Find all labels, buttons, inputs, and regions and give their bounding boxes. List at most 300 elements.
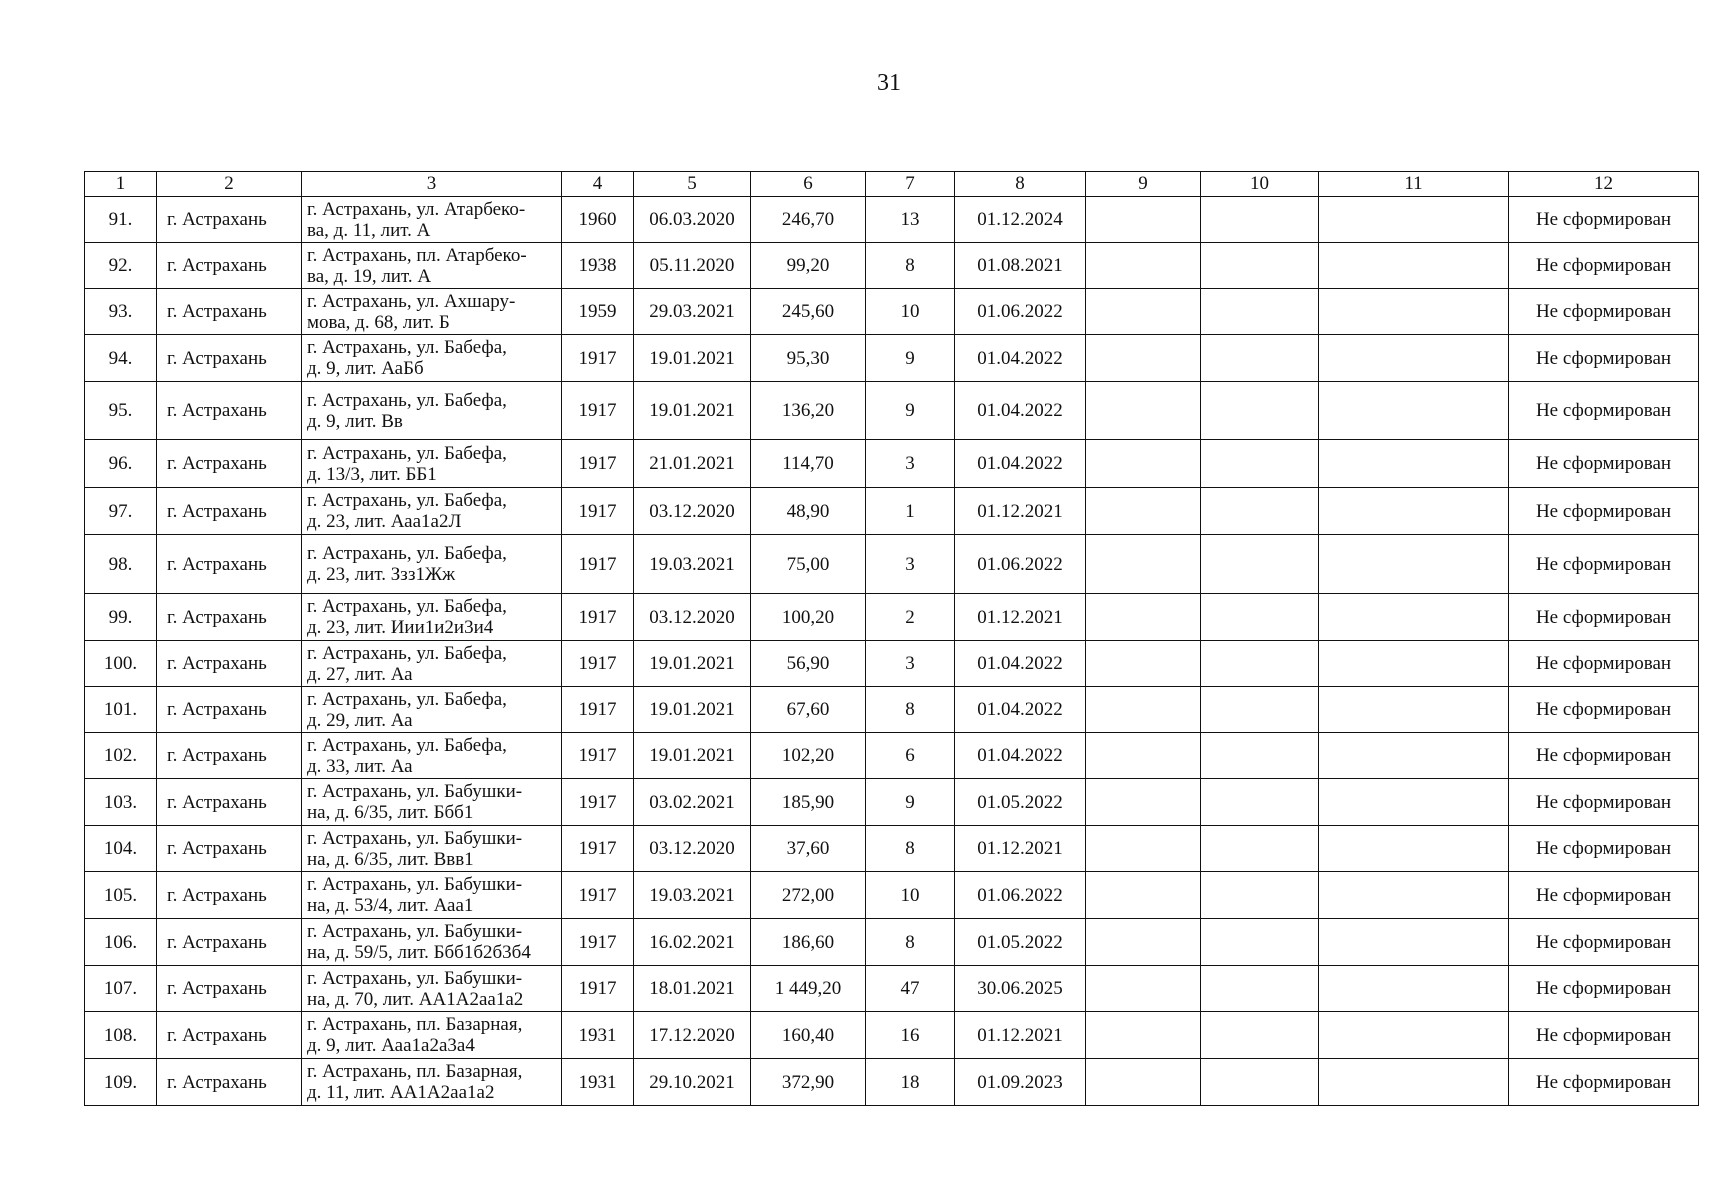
col11-cell — [1319, 1012, 1509, 1059]
address-line-2: д. 23, лит. Ззз1Жж — [307, 564, 456, 585]
residents-cell: 2 — [866, 594, 955, 641]
address-cell — [302, 872, 562, 919]
area-cell: 136,20 — [751, 382, 866, 440]
area-cell: 48,90 — [751, 488, 866, 535]
address-line-1: г. Астрахань, ул. Бабефа, — [307, 596, 507, 617]
table-row — [85, 1059, 1699, 1106]
status-cell: Не сформирован — [1509, 872, 1699, 919]
year-cell: 1917 — [562, 826, 634, 872]
status-cell: Не сформирован — [1509, 919, 1699, 966]
col11-cell — [1319, 872, 1509, 919]
status-cell: Не сформирован — [1509, 641, 1699, 687]
column-header: 10 — [1201, 172, 1319, 197]
city-cell: г. Астрахань — [157, 289, 302, 335]
table-row — [85, 966, 1699, 1012]
deadline-cell: 01.04.2022 — [955, 382, 1086, 440]
address-cell — [302, 594, 562, 641]
col9-cell — [1086, 966, 1201, 1012]
status-cell: Не сформирован — [1509, 779, 1699, 826]
col11-cell — [1319, 335, 1509, 382]
table-row — [85, 779, 1699, 826]
address-cell — [302, 1012, 562, 1059]
col10-cell — [1201, 335, 1319, 382]
deadline-cell: 01.12.2021 — [955, 1012, 1086, 1059]
residents-cell: 8 — [866, 687, 955, 733]
year-cell: 1960 — [562, 197, 634, 243]
address-line-2: д. 27, лит. Аа — [307, 663, 413, 685]
date-cell: 03.12.2020 — [634, 488, 751, 535]
year-cell: 1917 — [562, 872, 634, 919]
deadline-cell: 01.04.2022 — [955, 641, 1086, 687]
address-cell — [302, 535, 562, 594]
city-cell: г. Астрахань — [157, 687, 302, 733]
city-cell: г. Астрахань — [157, 641, 302, 687]
col10-cell — [1201, 779, 1319, 826]
col9-cell — [1086, 535, 1201, 594]
row-number-cell: 93. — [85, 289, 157, 335]
address-line-1: г. Астрахань, ул. Бабушки- — [307, 827, 523, 849]
col11-cell — [1319, 535, 1509, 594]
residents-cell: 13 — [866, 197, 955, 243]
address-line-2: д. 9, лит. АаБб — [307, 358, 424, 379]
residents-cell: 3 — [866, 535, 955, 594]
row-number-cell: 97. — [85, 488, 157, 535]
deadline-cell: 01.04.2022 — [955, 440, 1086, 488]
residents-cell: 8 — [866, 919, 955, 966]
row-number-cell: 98. — [85, 535, 157, 594]
address-line-1: г. Астрахань, ул. Бабушки- — [307, 781, 523, 802]
residents-cell: 3 — [866, 440, 955, 488]
column-header: 8 — [955, 172, 1086, 197]
status-cell: Не сформирован — [1509, 382, 1699, 440]
year-cell: 1931 — [562, 1059, 634, 1106]
date-cell: 18.01.2021 — [634, 966, 751, 1012]
address-line-1: г. Астрахань, ул. Ахшару- — [307, 290, 516, 312]
year-cell: 1959 — [562, 289, 634, 335]
city-cell: г. Астрахань — [157, 594, 302, 641]
date-cell: 16.02.2021 — [634, 919, 751, 966]
registry-table — [84, 171, 1699, 1106]
address-line-2: на, д. 70, лит. АА1А2аа1а2 — [307, 988, 524, 1010]
address-line-2: д. 23, лит. Ааа1а2Л — [307, 511, 462, 532]
status-cell: Не сформирован — [1509, 535, 1699, 594]
deadline-cell: 01.04.2022 — [955, 687, 1086, 733]
status-cell: Не сформирован — [1509, 966, 1699, 1012]
address-line-1: г. Астрахань, ул. Бабушки- — [307, 921, 523, 942]
table-row — [85, 826, 1699, 872]
address-line-1: г. Астрахань, ул. Бабефа, — [307, 543, 507, 564]
deadline-cell: 01.12.2024 — [955, 197, 1086, 243]
col10-cell — [1201, 535, 1319, 594]
residents-cell: 9 — [866, 382, 955, 440]
city-cell: г. Астрахань — [157, 966, 302, 1012]
date-cell: 05.11.2020 — [634, 243, 751, 289]
address-line-1: г. Астрахань, пл. Базарная, — [307, 1061, 523, 1082]
address-cell — [302, 335, 562, 382]
status-cell: Не сформирован — [1509, 733, 1699, 779]
column-header: 9 — [1086, 172, 1201, 197]
status-cell: Не сформирован — [1509, 594, 1699, 641]
city-cell: г. Астрахань — [157, 872, 302, 919]
area-cell: 245,60 — [751, 289, 866, 335]
year-cell: 1917 — [562, 641, 634, 687]
year-cell: 1917 — [562, 440, 634, 488]
col10-cell — [1201, 1059, 1319, 1106]
col11-cell — [1319, 919, 1509, 966]
address-cell — [302, 243, 562, 289]
row-number-cell: 107. — [85, 966, 157, 1012]
row-number-cell: 105. — [85, 872, 157, 919]
address-line-2: на, д. 59/5, лит. Ббб1б2б3б4 — [307, 942, 531, 963]
column-header: 4 — [562, 172, 634, 197]
date-cell: 03.02.2021 — [634, 779, 751, 826]
area-cell: 102,20 — [751, 733, 866, 779]
address-line-2: ва, д. 11, лит. А — [307, 219, 431, 241]
year-cell: 1917 — [562, 966, 634, 1012]
col11-cell — [1319, 289, 1509, 335]
residents-cell: 9 — [866, 335, 955, 382]
row-number-cell: 106. — [85, 919, 157, 966]
table-row — [85, 872, 1699, 919]
city-cell: г. Астрахань — [157, 197, 302, 243]
residents-cell: 6 — [866, 733, 955, 779]
col10-cell — [1201, 872, 1319, 919]
status-cell: Не сформирован — [1509, 687, 1699, 733]
address-line-1: г. Астрахань, ул. Бабефа, — [307, 490, 507, 511]
address-line-2: д. 9, лит. Вв — [307, 410, 403, 432]
address-cell — [302, 919, 562, 966]
address-cell — [302, 779, 562, 826]
col9-cell — [1086, 826, 1201, 872]
deadline-cell: 01.09.2023 — [955, 1059, 1086, 1106]
city-cell: г. Астрахань — [157, 779, 302, 826]
area-cell: 246,70 — [751, 197, 866, 243]
header-row — [85, 172, 1699, 197]
table-row — [85, 440, 1699, 488]
year-cell: 1917 — [562, 488, 634, 535]
col11-cell — [1319, 966, 1509, 1012]
col9-cell — [1086, 872, 1201, 919]
column-header: 12 — [1509, 172, 1699, 197]
address-cell — [302, 1059, 562, 1106]
col10-cell — [1201, 641, 1319, 687]
residents-cell: 10 — [866, 289, 955, 335]
status-cell: Не сформирован — [1509, 1059, 1699, 1106]
col10-cell — [1201, 488, 1319, 535]
col9-cell — [1086, 382, 1201, 440]
area-cell: 186,60 — [751, 919, 866, 966]
col9-cell — [1086, 594, 1201, 641]
row-number-cell: 99. — [85, 594, 157, 641]
city-cell: г. Астрахань — [157, 382, 302, 440]
status-cell: Не сформирован — [1509, 1012, 1699, 1059]
col9-cell — [1086, 687, 1201, 733]
residents-cell: 8 — [866, 826, 955, 872]
address-line-1: г. Астрахань, ул. Бабефа, — [307, 442, 507, 464]
row-number-cell: 109. — [85, 1059, 157, 1106]
deadline-cell: 01.04.2022 — [955, 733, 1086, 779]
address-line-2: д. 33, лит. Аа — [307, 755, 413, 777]
table-row — [85, 243, 1699, 289]
col10-cell — [1201, 733, 1319, 779]
date-cell: 06.03.2020 — [634, 197, 751, 243]
residents-cell: 3 — [866, 641, 955, 687]
deadline-cell: 01.05.2022 — [955, 779, 1086, 826]
col11-cell — [1319, 687, 1509, 733]
col11-cell — [1319, 779, 1509, 826]
area-cell: 1 449,20 — [751, 966, 866, 1012]
area-cell: 95,30 — [751, 335, 866, 382]
area-cell: 114,70 — [751, 440, 866, 488]
address-line-1: г. Астрахань, ул. Бабефа, — [307, 734, 507, 756]
row-number-cell: 91. — [85, 197, 157, 243]
address-line-2: ва, д. 19, лит. А — [307, 265, 432, 287]
col9-cell — [1086, 779, 1201, 826]
col9-cell — [1086, 641, 1201, 687]
date-cell: 03.12.2020 — [634, 826, 751, 872]
table-row — [85, 335, 1699, 382]
address-cell — [302, 641, 562, 687]
col10-cell — [1201, 1012, 1319, 1059]
address-line-2: д. 29, лит. Аа — [307, 709, 413, 731]
year-cell: 1917 — [562, 687, 634, 733]
col9-cell — [1086, 289, 1201, 335]
year-cell: 1917 — [562, 919, 634, 966]
col9-cell — [1086, 733, 1201, 779]
row-number-cell: 100. — [85, 641, 157, 687]
date-cell: 19.01.2021 — [634, 687, 751, 733]
col9-cell — [1086, 1059, 1201, 1106]
date-cell: 19.01.2021 — [634, 382, 751, 440]
residents-cell: 10 — [866, 872, 955, 919]
col10-cell — [1201, 919, 1319, 966]
address-cell — [302, 488, 562, 535]
city-cell: г. Астрахань — [157, 243, 302, 289]
deadline-cell: 01.06.2022 — [955, 289, 1086, 335]
col11-cell — [1319, 1059, 1509, 1106]
row-number-cell: 102. — [85, 733, 157, 779]
date-cell: 19.01.2021 — [634, 641, 751, 687]
deadline-cell: 01.06.2022 — [955, 535, 1086, 594]
address-line-2: на, д. 53/4, лит. Ааа1 — [307, 895, 474, 916]
status-cell: Не сформирован — [1509, 488, 1699, 535]
col10-cell — [1201, 382, 1319, 440]
address-line-1: г. Астрахань, ул. Атарбеко- — [307, 198, 526, 220]
col10-cell — [1201, 243, 1319, 289]
col11-cell — [1319, 197, 1509, 243]
col11-cell — [1319, 733, 1509, 779]
address-line-1: г. Астрахань, ул. Бабефа, — [307, 337, 507, 358]
col10-cell — [1201, 289, 1319, 335]
address-line-1: г. Астрахань, ул. Бабефа, — [307, 389, 507, 411]
col10-cell — [1201, 687, 1319, 733]
table-row — [85, 289, 1699, 335]
residents-cell: 8 — [866, 243, 955, 289]
deadline-cell: 01.08.2021 — [955, 243, 1086, 289]
date-cell: 21.01.2021 — [634, 440, 751, 488]
row-number-cell: 101. — [85, 687, 157, 733]
col9-cell — [1086, 1012, 1201, 1059]
year-cell: 1931 — [562, 1012, 634, 1059]
table-row — [85, 733, 1699, 779]
address-line-1: г. Астрахань, ул. Бабефа, — [307, 688, 507, 710]
address-line-1: г. Астрахань, ул. Бабушки- — [307, 967, 523, 989]
date-cell: 29.03.2021 — [634, 289, 751, 335]
col9-cell — [1086, 488, 1201, 535]
city-cell: г. Астрахань — [157, 535, 302, 594]
col11-cell — [1319, 594, 1509, 641]
col11-cell — [1319, 641, 1509, 687]
table-row — [85, 919, 1699, 966]
address-cell — [302, 440, 562, 488]
col10-cell — [1201, 594, 1319, 641]
address-line-2: д. 9, лит. Ааа1а2а3а4 — [307, 1035, 475, 1056]
status-cell: Не сформирован — [1509, 289, 1699, 335]
address-line-1: г. Астрахань, ул. Бабушки- — [307, 874, 523, 895]
year-cell: 1917 — [562, 335, 634, 382]
address-line-1: г. Астрахань, ул. Бабефа, — [307, 642, 507, 664]
col9-cell — [1086, 919, 1201, 966]
table-row — [85, 594, 1699, 641]
address-line-1: г. Астрахань, пл. Атарбеко- — [307, 244, 527, 266]
col9-cell — [1086, 440, 1201, 488]
deadline-cell: 01.06.2022 — [955, 872, 1086, 919]
date-cell: 19.03.2021 — [634, 872, 751, 919]
city-cell: г. Астрахань — [157, 488, 302, 535]
table-row — [85, 1012, 1699, 1059]
residents-cell: 47 — [866, 966, 955, 1012]
date-cell: 19.03.2021 — [634, 535, 751, 594]
column-header: 5 — [634, 172, 751, 197]
date-cell: 29.10.2021 — [634, 1059, 751, 1106]
table-row — [85, 535, 1699, 594]
col9-cell — [1086, 197, 1201, 243]
area-cell: 99,20 — [751, 243, 866, 289]
deadline-cell: 01.04.2022 — [955, 335, 1086, 382]
row-number-cell: 103. — [85, 779, 157, 826]
date-cell: 17.12.2020 — [634, 1012, 751, 1059]
area-cell: 37,60 — [751, 826, 866, 872]
page-number: 31 — [877, 70, 901, 96]
status-cell: Не сформирован — [1509, 335, 1699, 382]
col11-cell — [1319, 440, 1509, 488]
col10-cell — [1201, 440, 1319, 488]
city-cell: г. Астрахань — [157, 440, 302, 488]
table-row — [85, 382, 1699, 440]
row-number-cell: 104. — [85, 826, 157, 872]
table-body — [85, 197, 1699, 1106]
col10-cell — [1201, 966, 1319, 1012]
area-cell: 56,90 — [751, 641, 866, 687]
year-cell: 1917 — [562, 733, 634, 779]
table-row — [85, 488, 1699, 535]
address-cell — [302, 289, 562, 335]
address-line-2: д. 23, лит. Иии1и2и3и4 — [307, 617, 494, 638]
residents-cell: 9 — [866, 779, 955, 826]
col11-cell — [1319, 243, 1509, 289]
year-cell: 1938 — [562, 243, 634, 289]
area-cell: 100,20 — [751, 594, 866, 641]
column-header: 1 — [85, 172, 157, 197]
row-number-cell: 95. — [85, 382, 157, 440]
row-number-cell: 108. — [85, 1012, 157, 1059]
address-line-2: на, д. 6/35, лит. Ввв1 — [307, 848, 474, 870]
date-cell: 03.12.2020 — [634, 594, 751, 641]
address-cell — [302, 687, 562, 733]
address-line-2: на, д. 6/35, лит. Ббб1 — [307, 802, 474, 823]
column-header: 6 — [751, 172, 866, 197]
address-line-2: д. 13/3, лит. ББ1 — [307, 463, 437, 485]
col9-cell — [1086, 335, 1201, 382]
table-row — [85, 641, 1699, 687]
column-header: 7 — [866, 172, 955, 197]
year-cell: 1917 — [562, 535, 634, 594]
date-cell: 19.01.2021 — [634, 733, 751, 779]
status-cell: Не сформирован — [1509, 197, 1699, 243]
address-line-1: г. Астрахань, пл. Базарная, — [307, 1014, 523, 1035]
area-cell: 372,90 — [751, 1059, 866, 1106]
col11-cell — [1319, 488, 1509, 535]
row-number-cell: 94. — [85, 335, 157, 382]
residents-cell: 16 — [866, 1012, 955, 1059]
row-number-cell: 96. — [85, 440, 157, 488]
area-cell: 160,40 — [751, 1012, 866, 1059]
area-cell: 75,00 — [751, 535, 866, 594]
deadline-cell: 01.05.2022 — [955, 919, 1086, 966]
address-line-2: д. 11, лит. АА1А2аа1а2 — [307, 1082, 495, 1103]
column-header: 3 — [302, 172, 562, 197]
deadline-cell: 01.12.2021 — [955, 826, 1086, 872]
status-cell: Не сформирован — [1509, 826, 1699, 872]
status-cell: Не сформирован — [1509, 243, 1699, 289]
city-cell: г. Астрахань — [157, 335, 302, 382]
address-cell — [302, 966, 562, 1012]
col10-cell — [1201, 197, 1319, 243]
column-header: 2 — [157, 172, 302, 197]
area-cell: 272,00 — [751, 872, 866, 919]
residents-cell: 1 — [866, 488, 955, 535]
col9-cell — [1086, 243, 1201, 289]
table-row — [85, 687, 1699, 733]
col11-cell — [1319, 382, 1509, 440]
address-cell — [302, 382, 562, 440]
date-cell: 19.01.2021 — [634, 335, 751, 382]
address-line-2: мова, д. 68, лит. Б — [307, 311, 450, 333]
column-header: 11 — [1319, 172, 1509, 197]
year-cell: 1917 — [562, 779, 634, 826]
area-cell: 185,90 — [751, 779, 866, 826]
col10-cell — [1201, 826, 1319, 872]
city-cell: г. Астрахань — [157, 733, 302, 779]
row-number-cell: 92. — [85, 243, 157, 289]
year-cell: 1917 — [562, 382, 634, 440]
area-cell: 67,60 — [751, 687, 866, 733]
city-cell: г. Астрахань — [157, 826, 302, 872]
year-cell: 1917 — [562, 594, 634, 641]
status-cell: Не сформирован — [1509, 440, 1699, 488]
col11-cell — [1319, 826, 1509, 872]
city-cell: г. Астрахань — [157, 919, 302, 966]
residents-cell: 18 — [866, 1059, 955, 1106]
table-row — [85, 197, 1699, 243]
city-cell: г. Астрахань — [157, 1059, 302, 1106]
address-cell — [302, 826, 562, 872]
address-cell — [302, 197, 562, 243]
deadline-cell: 01.12.2021 — [955, 488, 1086, 535]
deadline-cell: 30.06.2025 — [955, 966, 1086, 1012]
address-cell — [302, 733, 562, 779]
deadline-cell: 01.12.2021 — [955, 594, 1086, 641]
